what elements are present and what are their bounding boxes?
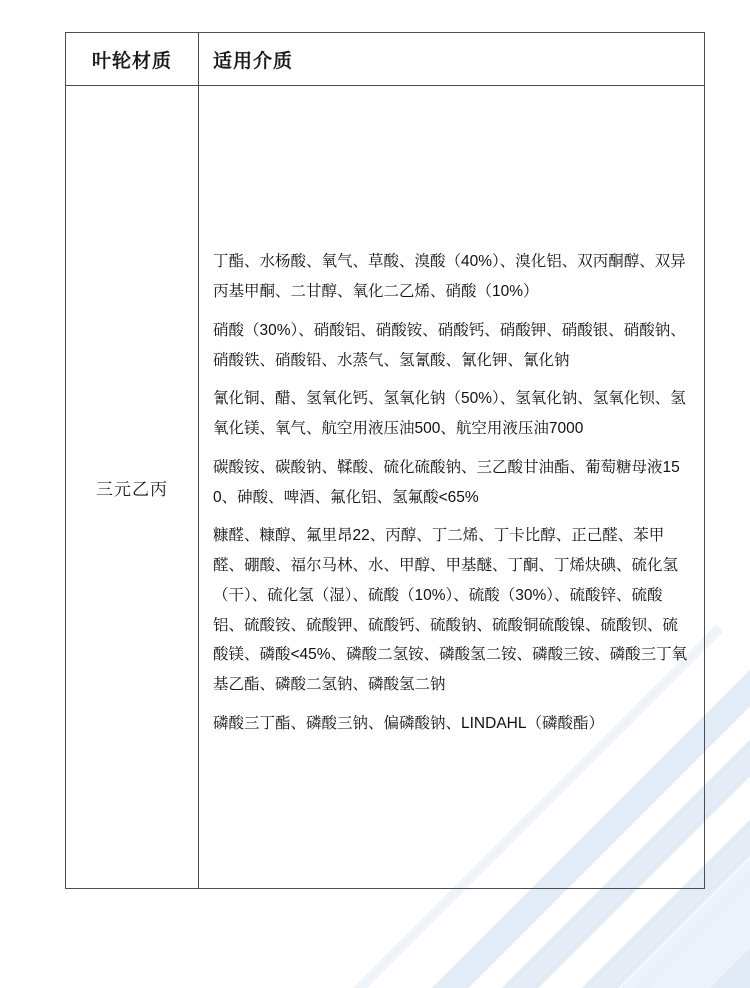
impeller-media-table — [65, 32, 705, 889]
media-group: 丁酯、水杨酸、氧气、草酸、溴酸（40%）、溴化铝、双丙酮醇、双异丙基甲酮、二甘醇、氧化二乙烯、硝酸（10%） — [213, 253, 686, 301]
media-group: 氰化铜、醋、氢氧化钙、氢氧化钠（50%）、氢氧化钠、氢氧化钡、氢氧化镁、氧气、航空用液压油500、航空用液压油7000 — [213, 390, 686, 438]
cell-impeller-material: 三元乙丙 — [66, 86, 199, 889]
table-row — [66, 86, 705, 889]
table-header — [66, 33, 705, 86]
media-group: 糠醛、糠醇、氟里昂22、丙醇、丁二烯、丁卡比醇、正己醛、苯甲醛、硼酸、福尔马林、水、甲醇、甲基醚、丁酮、丁烯炔碘、硫化氢（干）、硫化氢（湿）、硫酸（10%）、硫酸（30%）、硫酸锌、硫酸铝、硫酸铵、硫酸钾、硫酸钙、硫酸钠、硫酸铜硫酸镍、硫酸钡、硫酸镁、磷酸<45%、磷酸二氢铵、磷酸氢二铵、磷酸三铵、磷酸三丁氧基乙酯、磷酸二氢钠、磷酸氢二钠 — [213, 527, 688, 694]
media-group: 磷酸三丁酯、磷酸三钠、偏磷酸钠、LINDAHL（磷酸酯） — [213, 714, 604, 732]
header-applicable-media: 适用介质 — [199, 33, 705, 86]
media-group: 碳酸铵、碳酸钠、鞣酸、硫化硫酸钠、三乙酸甘油酯、葡萄糖母液150、砷酸、啤酒、氟化铝、氢氟酸<65% — [213, 458, 680, 506]
table-header-row — [66, 33, 705, 86]
table-body — [66, 86, 705, 889]
header-impeller-material: 叶轮材质 — [66, 33, 199, 86]
media-group: 硝酸（30%）、硝酸铝、硝酸铵、硝酸钙、硝酸钾、硝酸银、硝酸钠、硝酸铁、硝酸铅、水蒸气、氢氰酸、氰化钾、氰化钠 — [213, 321, 686, 369]
cell-applicable-media — [199, 86, 705, 889]
